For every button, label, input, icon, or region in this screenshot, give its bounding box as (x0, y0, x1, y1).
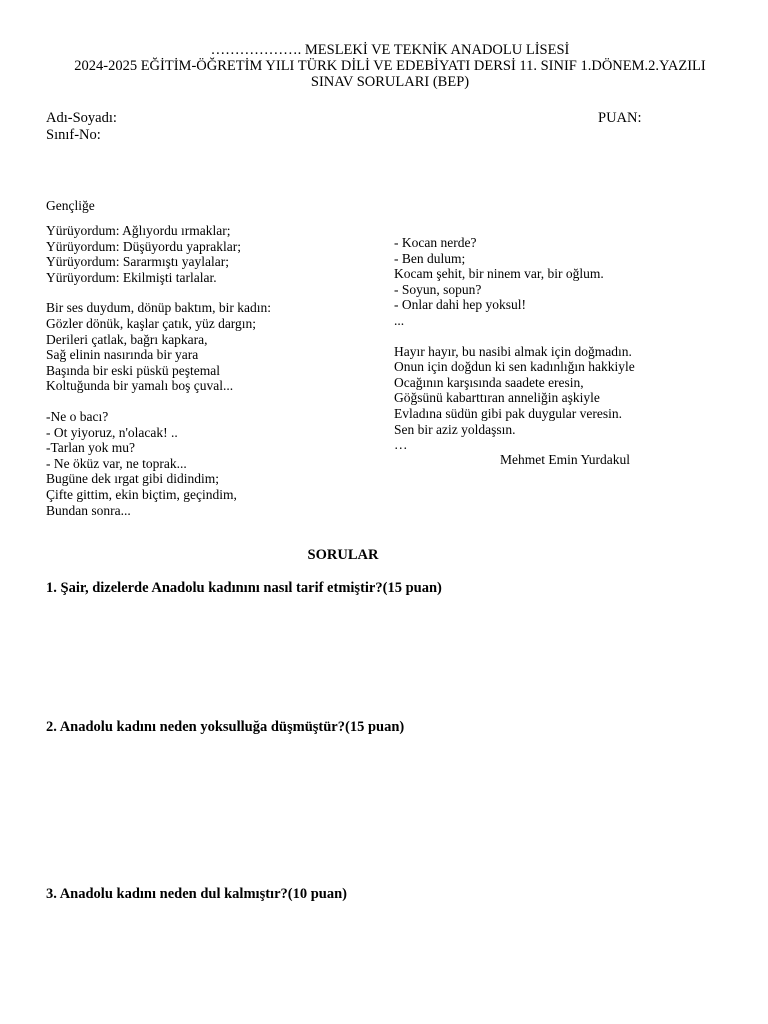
poem-stanza (46, 409, 366, 518)
poem-stanza (394, 344, 724, 453)
poem-line: Yürüyordum: Ekilmişti tarlalar. (46, 269, 217, 285)
poem-line: -Tarlan yok mu? (46, 440, 136, 456)
poem-author: Mehmet Emin Yurdakul (500, 452, 630, 467)
exam-header (40, 42, 740, 90)
poem-right-column (394, 235, 724, 468)
poem-line: Gözler dönük, kaşlar çatık, yüz dargın; (46, 315, 257, 331)
poem-line: Sen bir aziz yoldaşsın. (394, 421, 516, 437)
poem-line: Bir ses duydum, dönüp baktım, bir kadın: (46, 300, 271, 316)
poem-line: Evladına südün gibi pak duygular veresin. (394, 405, 622, 421)
question-3: 3. Anadolu kadını neden dul kalmıştır?(10 puan) (46, 886, 347, 902)
poem-line: Derileri çatlak, bağrı kapkara, (46, 331, 208, 347)
poem-line: - Soyun, sopun? (394, 281, 482, 297)
poem-line: Yürüyordum: Ağlıyordu ırmaklar; (46, 223, 231, 238)
exam-subtitle: SINAV SORULARI (BEP) (310, 74, 470, 90)
poem-line: Bundan sonra... (46, 502, 131, 518)
poem-title: Gençliğe (46, 198, 95, 213)
question-2: 2. Anadolu kadını neden yoksulluğa düşmüştür?(15 puan) (46, 719, 405, 735)
poem-line: Yürüyordum: Sararmıştı yaylalar; (46, 254, 229, 270)
score-label: PUAN: (598, 110, 642, 126)
poem-line: Bugüne dek ırgat gibi didindim; (46, 471, 219, 487)
poem-line: Başında bir eski püskü peştemal (46, 362, 220, 378)
poem-line: Onun için doğdun ki sen kadınlığın hakkiyle (394, 359, 635, 375)
poem-stanza (46, 300, 366, 394)
poem-line: - Onlar dahi hep yoksul! (394, 297, 526, 313)
poem-line: Çifte gittim, ekin biçtim, geçindim, (46, 486, 237, 502)
poem-line: Göğsünü kabarttıran anneliğin aşkiyle (394, 390, 600, 406)
poem-line: ... (394, 312, 405, 328)
exam-title: 2024-2025 EĞİTİM-ÖĞRETİM YILI TÜRK DİLİ VE EDEBİYATI DERSİ 11. SINIF 1.DÖNEM.2.YAZILI (74, 58, 706, 74)
poem-line: - Ot yiyoruz, n'olacak! .. (46, 424, 178, 440)
poem-line: … (394, 437, 408, 453)
poem-line: - Ben dulum; (394, 250, 466, 266)
poem-line: Yürüyordum: Düşüyordu yapraklar; (46, 238, 241, 254)
name-label: Adı-Soyadı: (46, 110, 117, 126)
school-name: ………………. MESLEKİ VE TEKNİK ANADOLU LİSESİ (210, 42, 570, 58)
poem-line: Kocam şehit, bir ninem var, bir oğlum. (394, 266, 604, 282)
student-info (46, 110, 117, 144)
poem-stanza (394, 235, 724, 329)
poem-line: Sağ elinin nasırında bir yara (46, 347, 199, 363)
poem-line: Hayır hayır, bu nasibi almak için doğmadın. (394, 343, 632, 359)
questions-title: SORULAR (307, 547, 379, 563)
poem-left-column (46, 223, 366, 533)
poem-stanza (46, 223, 366, 285)
poem-line: - Kocan nerde? (394, 235, 477, 250)
poem-line: - Ne öküz var, ne toprak... (46, 455, 187, 471)
class-label: Sınıf-No: (46, 127, 101, 143)
question-1: 1. Şair, dizelerde Anadolu kadınını nasıl tarif etmiştir?(15 puan) (46, 580, 442, 596)
poem-line: Ocağının karşısında saadete eresin, (394, 374, 584, 390)
poem-line: -Ne o bacı? (46, 408, 109, 424)
poem-line: Koltuğunda bir yamalı boş çuval... (46, 378, 234, 394)
